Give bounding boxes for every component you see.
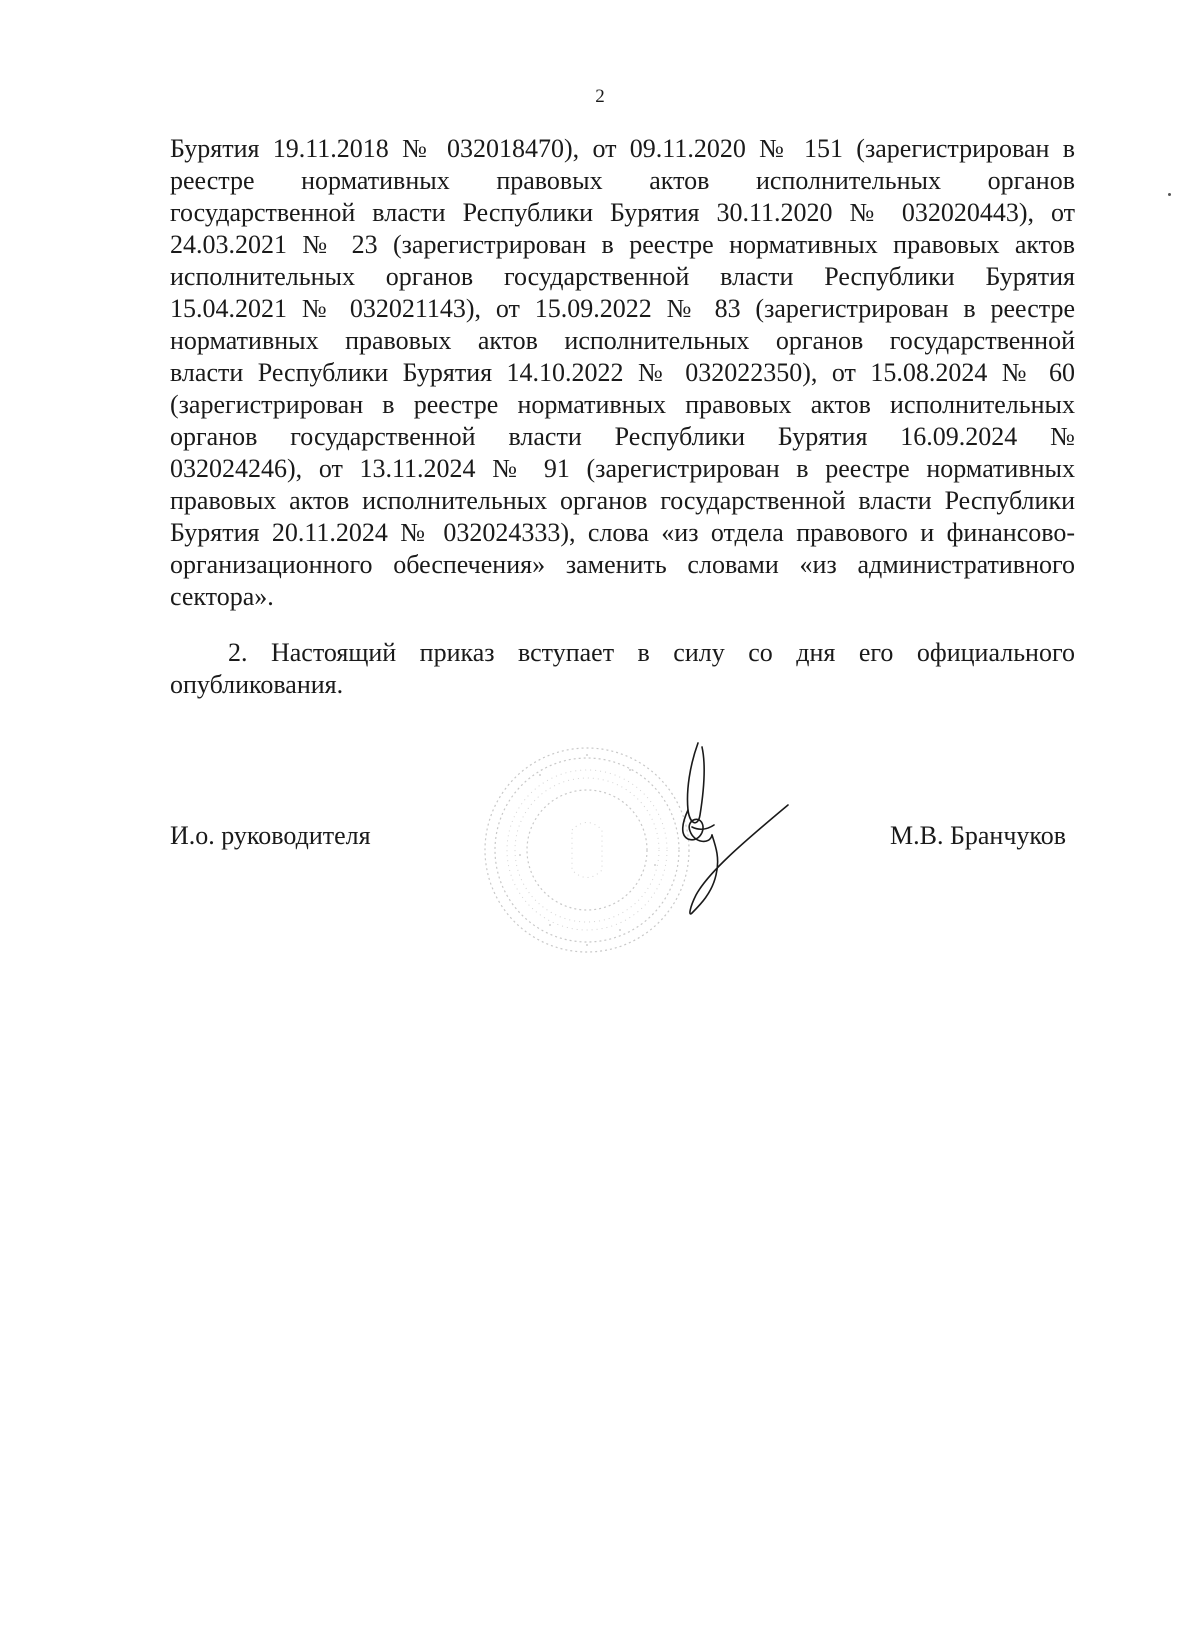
paragraph-line: организационного обеспечения» заменить словами «из административного xyxy=(170,550,1075,579)
paragraph-1 xyxy=(170,133,1075,613)
paragraph-line: (зарегистрирован в реестре нормативных правовых актов исполнительных xyxy=(170,390,1075,419)
paragraph-line: 15.04.2021 № 032021143), от 15.09.2022 № 83 (зарегистрирован в реестре xyxy=(170,294,1075,323)
paragraph-line: власти Республики Бурятия 14.10.2022 № 032022350), от 15.08.2024 № 60 xyxy=(170,358,1075,387)
signer-name: М.В. Бранчуков xyxy=(890,821,1067,850)
scan-speck xyxy=(1168,193,1171,196)
paragraph-line: 032024246), от 13.11.2024 № 91 (зарегистрирован в реестре нормативных xyxy=(170,454,1075,483)
paragraph-line: сектора». xyxy=(170,582,274,611)
paragraph-line: органов государственной власти Республики Бурятия 16.09.2024 № xyxy=(170,422,1075,451)
paragraph-line: Бурятия 20.11.2024 № 032024333), слова «из отдела правового и финансово- xyxy=(170,518,1075,547)
paragraph-line: 24.03.2021 № 23 (зарегистрирован в реестре нормативных правовых актов xyxy=(170,230,1075,259)
paragraph-line: государственной власти Республики Бурятия 30.11.2020 № 032020443), от xyxy=(170,198,1075,227)
paragraph-line: 2. Настоящий приказ вступает в силу со дня его официального xyxy=(228,638,1075,667)
paragraph-line: правовых актов исполнительных органов государственной власти Республики xyxy=(170,486,1075,515)
paragraph-line: исполнительных органов государственной власти Республики Бурятия xyxy=(170,262,1075,291)
paragraph-line: опубликования. xyxy=(170,670,344,699)
page-number: 2 xyxy=(595,86,605,107)
signature-block xyxy=(0,820,1200,852)
paragraph-2 xyxy=(170,637,1075,701)
paragraph-line: реестре нормативных правовых актов исполнительных органов xyxy=(170,166,1075,195)
signer-position: И.о. руководителя xyxy=(170,821,371,850)
paragraph-line: Бурятия 19.11.2018 № 032018470), от 09.11.2020 № 151 (зарегистрирован в xyxy=(170,134,1075,163)
paragraph-line: нормативных правовых актов исполнительных органов государственной xyxy=(170,326,1075,355)
